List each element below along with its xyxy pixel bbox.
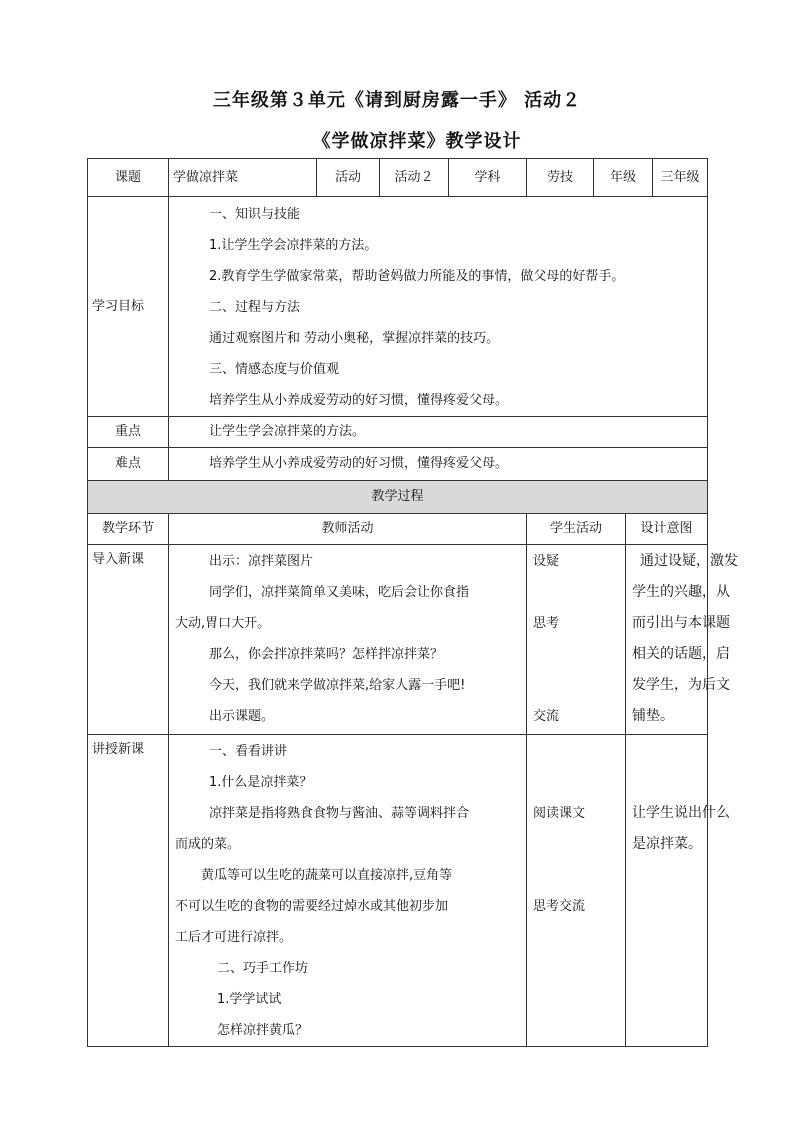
intent-line: 让学生说出什么 (632, 805, 730, 821)
objectives-row (88, 197, 708, 417)
objectives-line: 三、情感态度与价值观 (209, 362, 340, 377)
intent-line (632, 767, 701, 798)
student-line: 思考 (533, 616, 560, 631)
teacher-line: 同学们，凉拌菜简单又美味，吃后会让你食指 (209, 585, 470, 600)
intent-line: 铺垫。 (632, 708, 674, 724)
teacher-line: 不可以生吃的食物的需要经过焯水或其他初步加 (175, 899, 449, 914)
key-point-value: 让学生学会凉拌菜的方法。 (169, 417, 708, 448)
student-activity-cell (527, 545, 626, 735)
student-line (533, 736, 619, 767)
objectives-line: 二、过程与方法 (209, 300, 301, 315)
teacher-line: 而成的菜。 (175, 837, 241, 852)
student-line: 设疑 (533, 554, 560, 569)
document-title-line2: 《学做凉拌菜》教学设计 (312, 131, 522, 152)
difficulty-label: 难点 (88, 448, 169, 481)
objectives-line: 一、知识与技能 (209, 207, 301, 222)
teacher-line: 大动,胃口大开。 (175, 616, 271, 631)
column-teacher: 教师活动 (169, 514, 527, 545)
table-row (88, 545, 708, 735)
difficulty-value: 培养学生从小养成爱劳动的好习惯，懂得疼爱父母。 (169, 448, 708, 481)
column-intent: 设计意图 (626, 514, 708, 545)
intent-line: 相关的话题，启 (632, 646, 730, 662)
teacher-line: 工后才可进行凉拌。 (175, 930, 293, 945)
process-columns-row (88, 514, 708, 545)
subject-label: 学科 (449, 159, 527, 197)
student-line: 思考交流 (533, 899, 586, 914)
objectives-line: 通过观察图片和 劳动小奥秘，掌握凉拌菜的技巧。 (209, 331, 500, 346)
table-row (88, 735, 708, 1047)
teacher-line: 怎样凉拌黄瓜？ (217, 1023, 309, 1038)
teacher-line: 凉拌菜是指将熟食食物与酱油、蒜等调料拌合 (209, 806, 470, 821)
objectives-line: 2.教育学生学做家常菜，帮助爸妈做力所能及的事情，做父母的好帮手。 (209, 269, 625, 284)
teacher-activity-cell (169, 545, 527, 735)
topic-value: 学做凉拌菜 (169, 159, 317, 197)
process-header-row (88, 481, 708, 514)
activity-label: 活动 (317, 159, 380, 197)
grade-label: 年级 (594, 159, 653, 197)
teacher-line: 1.学学试试 (217, 992, 282, 1007)
design-intent-cell (626, 545, 738, 735)
teacher-line: 今天，我们就来学做凉拌菜,给家人露一手吧! (209, 678, 466, 693)
teacher-line: 二、巧手工作坊 (217, 961, 309, 976)
key-point-row (88, 417, 708, 448)
process-header: 教学过程 (88, 481, 708, 514)
student-line (533, 860, 619, 891)
difficulty-row (88, 448, 708, 481)
info-row (88, 159, 708, 197)
student-line (533, 639, 619, 670)
student-line (533, 829, 619, 860)
teacher-activity-cell (169, 735, 527, 1047)
topic-label: 课题 (88, 159, 169, 197)
teacher-line: 那么，你会拌凉拌菜吗？怎样拌凉拌菜？ (209, 647, 444, 662)
student-line: 阅读课文 (533, 806, 586, 821)
subject-value: 劳技 (527, 159, 594, 197)
teacher-line: 出示：凉拌菜图片 (209, 554, 314, 569)
objectives-line: 1.让学生学会凉拌菜的方法。 (209, 238, 378, 253)
objectives-label: 学习目标 (88, 197, 169, 417)
document-title-line1: 三年级第３单元《请到厨房露一手》 活动２ (212, 90, 582, 111)
teacher-line: 出示课题。 (209, 709, 275, 724)
student-activity-cell (527, 735, 626, 1047)
design-intent-cell (626, 735, 730, 1047)
objectives-line: 培养学生从小养成爱劳动的好习惯，懂得疼爱父母。 (209, 393, 509, 408)
student-line: 交流 (533, 709, 560, 724)
intent-line (632, 736, 701, 767)
intent-line: 是凉拌菜。 (632, 836, 702, 852)
student-line (533, 670, 619, 701)
objectives-content (169, 197, 708, 417)
intent-line: 而引出与本课题 (632, 615, 730, 631)
teacher-line: 黄瓜等可以生吃的蔬菜可以直接凉拌,豆角等 (201, 868, 453, 883)
teacher-line: 1.什么是凉拌菜？ (209, 775, 313, 790)
intent-line: 发学生，为后文 (632, 677, 730, 693)
intent-line: 通过设疑，激发 (640, 553, 738, 569)
lesson-plan-table (87, 158, 738, 1047)
column-stage: 教学环节 (88, 514, 169, 545)
stage-cell: 讲授新课 (88, 735, 169, 1047)
activity-value: 活动２ (380, 159, 449, 197)
teacher-line: 一、看看讲讲 (209, 744, 288, 759)
intent-line: 学生的兴趣，从 (632, 584, 730, 600)
student-line (533, 577, 619, 608)
stage-cell: 导入新课 (88, 545, 169, 735)
key-point-label: 重点 (88, 417, 169, 448)
column-student: 学生活动 (527, 514, 626, 545)
student-line (533, 767, 619, 798)
grade-value: 三年级 (653, 159, 708, 197)
